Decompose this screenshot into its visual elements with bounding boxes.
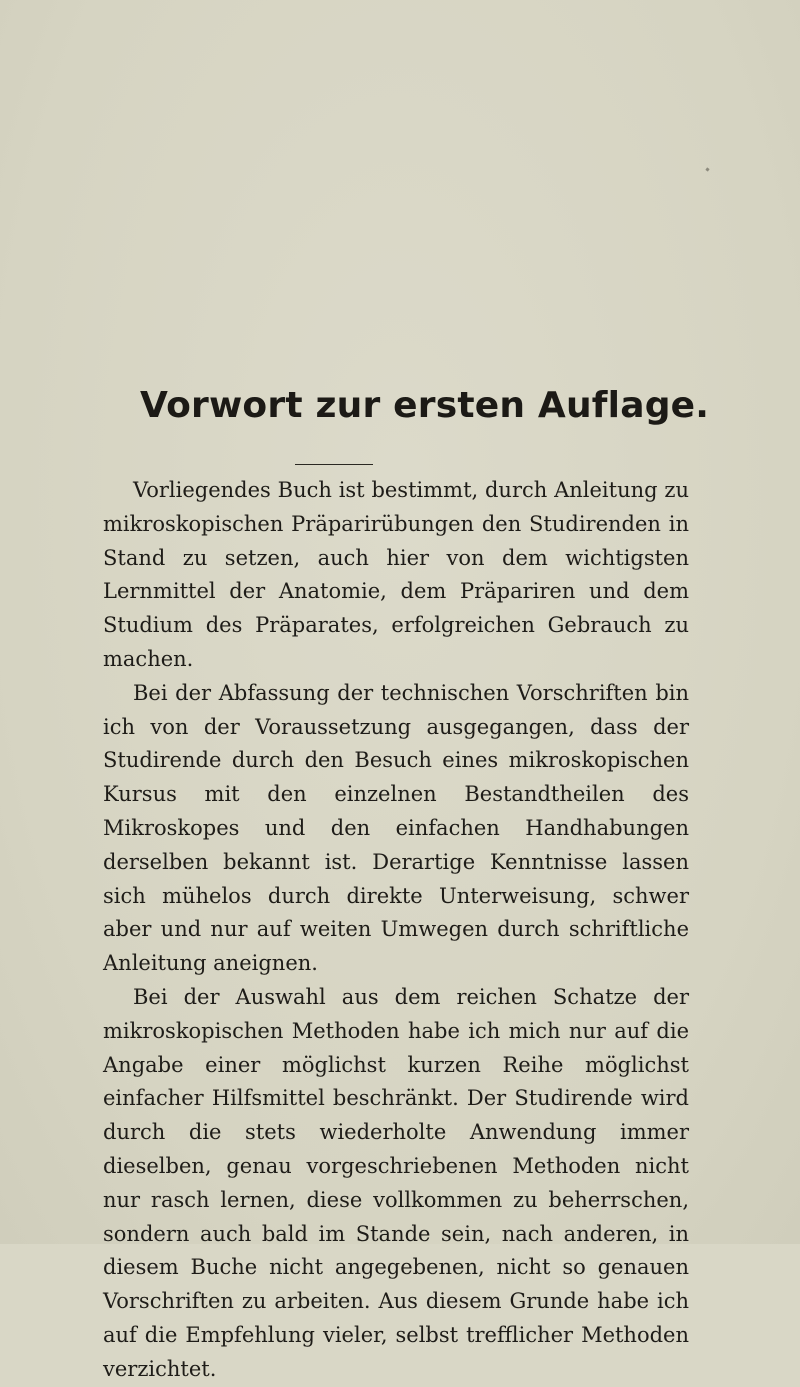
page-title: Vorwort zur ersten Auflage.	[140, 385, 710, 426]
paragraph-1: Vorliegendes Buch ist bestimmt, durch Anleitung zu mikroskopischen Präparirübungen den Studirenden in Stand zu setzen, auch hier von dem wichtigsten Lernmittel der Anatomie, dem Präpariren und dem Studium des Präparates, erfolgreichen Gebrauch zu machen.	[103, 478, 689, 671]
paragraph-3: Bei der Auswahl aus dem reichen Schatze der mikroskopischen Methoden habe ich mich nur auf die Angabe einer möglichst kurzen Reihe möglichst einfacher Hilfsmittel beschränkt. Der Studirende wird durch die stets wiederholte Anwendung immer dieselben, genau vorgeschriebenen Methoden nicht nur rasch lernen, diese vollkommen zu beherrschen, sondern auch bald im Stande sein, nach anderen, in diesem Buche nicht angegebenen, nicht so genauen Vorschriften zu arbeiten. Aus diesem Grunde habe ich auf die Empfehlung vieler, selbst trefflicher Methoden verzichtet.	[103, 984, 689, 1381]
title-divider	[295, 464, 373, 465]
paper-speck	[705, 167, 709, 171]
body-text	[103, 474, 689, 1387]
paragraph-2: Bei der Abfassung der technischen Vorschriften bin ich von der Voraussetzung ausgegangen, dass der Studirende durch den Besuch eines mikroskopischen Kursus mit den einzelnen Bestandtheilen des Mikroskopes und den einfachen Handhabungen derselben bekannt ist. Derartige Kenntnisse lassen sich mühelos durch direkte Unterweisung, schwer aber und nur auf weiten Umwegen durch schriftliche Anleitung aneignen.	[103, 680, 689, 976]
